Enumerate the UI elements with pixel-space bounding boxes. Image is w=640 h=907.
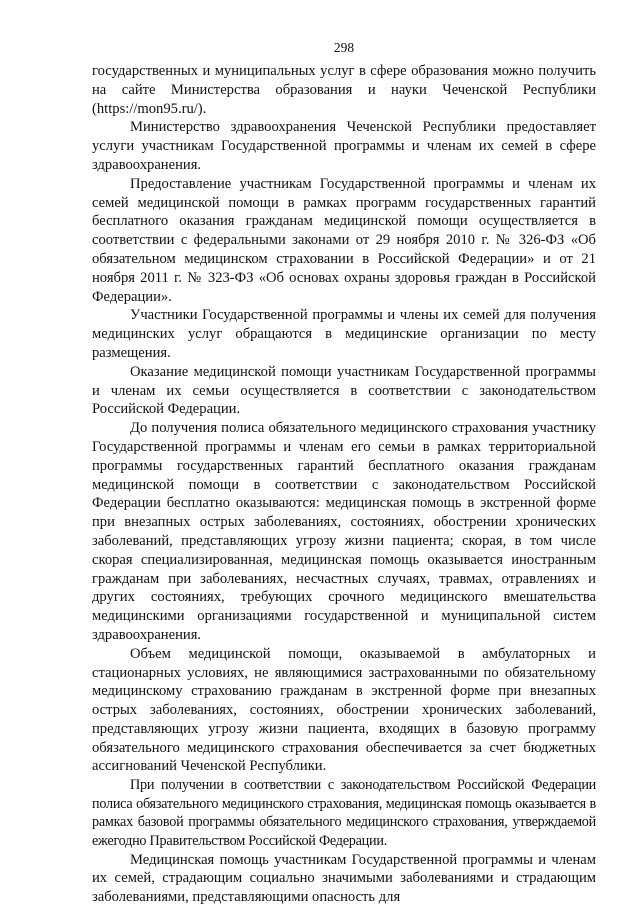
- paragraph-8: При получении в соответствии с законодательством Российской Федерации полиса обязательного медицинского страхования, медицинская помощь оказывается в рамках базовой программы обязательного медицинского страхования, утверждаемой ежегодно Правительством Российской Федерации.: [92, 777, 596, 850]
- document-body: [92, 62, 596, 907]
- paragraph-6: До получения полиса обязательного медицинского страхования участнику Государственной программы и членам его семьи в рамках территориальной программы государственных гарантий бесплатного оказания гражданам медицинской помощи в соответствии с законодательством Российской Федерации бесплатно оказываются: медицинская помощь в экстренной форме при внезапных острых заболеваниях, состояниях, обострении хронических заболеваний, представляющих угрозу жизни пациента; скорая, в том числе скорая специализированная, медицинская помощь оказывается иностранным гражданам при заболеваниях, несчастных случаях, травмах, отравлениях и других состояниях, требующих срочного медицинского вмешательства медицинскими организациями государственной и муниципальной систем здравоохранения.: [92, 420, 596, 643]
- paragraph-1: государственных и муниципальных услуг в сфере образования можно получить на сайте Министерства образования и науки Чеченской Республики (https://mon95.ru/).: [92, 63, 596, 117]
- paragraph-9: Медицинская помощь участникам Государственной программы и членам их семей, страдающим социально значимыми заболеваниями и страдающим заболеваниями, представляющими опасность для: [92, 851, 596, 906]
- paragraph-3: Предоставление участникам Государственной программы и членам их семей медицинской помощи в рамках программ государственных гарантий бесплатного оказания гражданам медицинской помощи осуществляется в соответствии с федеральными законами от 29 ноября 2010 г. № 326-ФЗ «Об обязательном медицинском страховании в Российской Федерации» и от 21 ноября 2011 г. № 323-ФЗ «Об основах охраны здоровья граждан в Российской Федерации».: [92, 175, 596, 305]
- page-number: 298: [333, 40, 355, 55]
- paragraph-7: Объем медицинской помощи, оказываемой в амбулаторных и стационарных условиях, не являющимися застрахованными по обязательному медицинскому страхованию гражданам в экстренной форме при внезапных острых заболеваниях, состояниях, обострении хронических заболеваний, представляющих угрозу жизни пациента, входящих в базовую программу обязательного медицинского страхования обеспечивается за счет бюджетных ассигнований Чеченской Республики.: [92, 645, 596, 775]
- paragraph-2: Министерство здравоохранения Чеченской Республики предоставляет услуги участникам Государственной программы и членам их семей в сфере здравоохранения.: [92, 119, 596, 173]
- paragraph-4: Участники Государственной программы и члены их семей для получения медицинских услуг обращаются в медицинские организации по месту размещения.: [92, 307, 596, 361]
- paragraph-5: Оказание медицинской помощи участникам Государственной программы и членам их семьи осуществляется в соответствии с законодательством Российской Федерации.: [92, 363, 596, 418]
- document-page: [92, 0, 596, 905]
